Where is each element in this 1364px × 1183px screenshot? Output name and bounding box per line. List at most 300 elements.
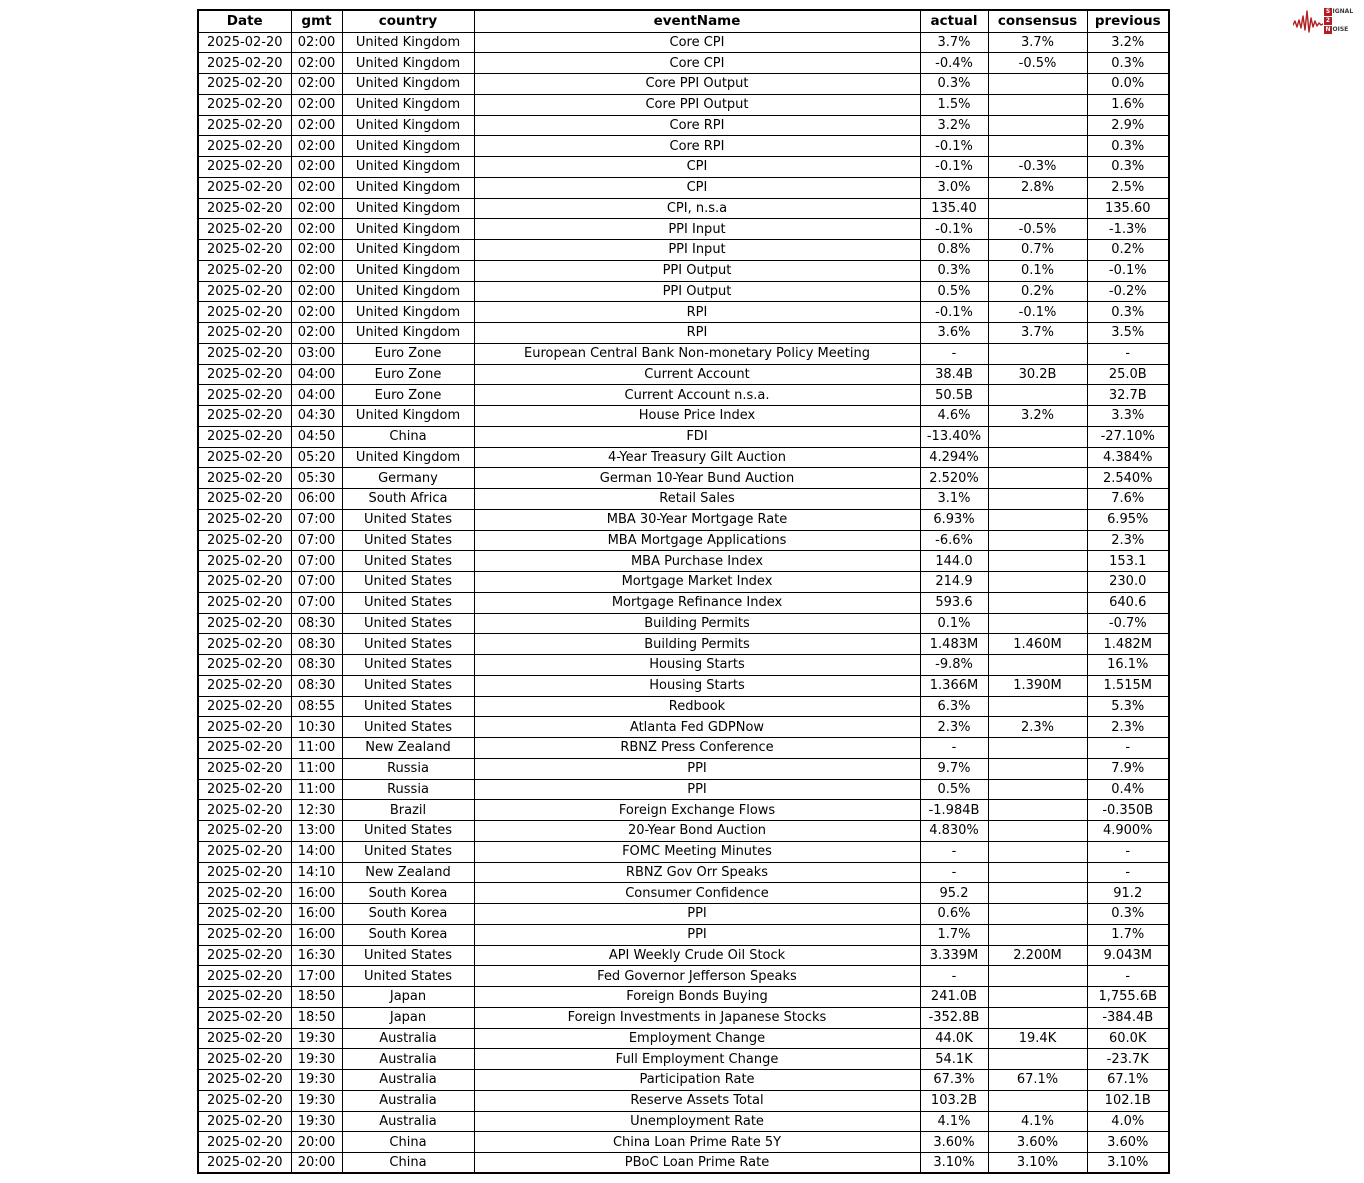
table-cell: Russia bbox=[342, 779, 474, 800]
table-cell: -0.5% bbox=[988, 219, 1087, 240]
table-cell: - bbox=[1087, 841, 1169, 862]
table-cell: 2025-02-20 bbox=[198, 219, 291, 240]
table-cell: United Kingdom bbox=[342, 240, 474, 261]
table-cell: 3.1% bbox=[920, 489, 988, 510]
table-cell: 2.9% bbox=[1087, 115, 1169, 136]
table-cell: 02:00 bbox=[291, 74, 342, 95]
table-cell bbox=[988, 904, 1087, 925]
table-cell bbox=[988, 613, 1087, 634]
table-cell: 18:50 bbox=[291, 987, 342, 1008]
table-cell: 9.043M bbox=[1087, 945, 1169, 966]
table-cell: 2025-02-20 bbox=[198, 385, 291, 406]
table-cell: 32.7B bbox=[1087, 385, 1169, 406]
table-cell: MBA 30-Year Mortgage Rate bbox=[474, 509, 920, 530]
table-cell: United Kingdom bbox=[342, 219, 474, 240]
economic-calendar-table bbox=[197, 9, 1170, 1174]
table-cell: 19:30 bbox=[291, 1049, 342, 1070]
table-cell: 0.0% bbox=[1087, 74, 1169, 95]
table-cell: RPI bbox=[474, 302, 920, 323]
table-cell: Brazil bbox=[342, 800, 474, 821]
table-cell: 2025-02-20 bbox=[198, 509, 291, 530]
table-cell: United States bbox=[342, 592, 474, 613]
table-cell: United Kingdom bbox=[342, 260, 474, 281]
table-cell: Core RPI bbox=[474, 136, 920, 157]
table-cell: New Zealand bbox=[342, 862, 474, 883]
table-cell bbox=[988, 592, 1087, 613]
table-cell: 2025-02-20 bbox=[198, 551, 291, 572]
table-cell: China bbox=[342, 1132, 474, 1153]
table-cell: 0.3% bbox=[1087, 53, 1169, 74]
table-cell: MBA Mortgage Applications bbox=[474, 530, 920, 551]
table-cell: 593.6 bbox=[920, 592, 988, 613]
table-row bbox=[198, 157, 1169, 178]
table-cell: 02:00 bbox=[291, 198, 342, 219]
logo-word-oise: OISE bbox=[1332, 26, 1349, 33]
table-cell bbox=[988, 94, 1087, 115]
table-cell: 4.6% bbox=[920, 406, 988, 427]
table-cell: - bbox=[1087, 343, 1169, 364]
table-cell: 4-Year Treasury Gilt Auction bbox=[474, 447, 920, 468]
table-cell: 2025-02-20 bbox=[198, 1007, 291, 1028]
table-cell: 08:55 bbox=[291, 696, 342, 717]
table-cell: Full Employment Change bbox=[474, 1049, 920, 1070]
table-cell bbox=[988, 966, 1087, 987]
logo-letter-n: N bbox=[1325, 26, 1331, 33]
table-cell: Building Permits bbox=[474, 613, 920, 634]
table-cell: 2.3% bbox=[1087, 530, 1169, 551]
table-cell: 2.520% bbox=[920, 468, 988, 489]
table-cell: Australia bbox=[342, 1111, 474, 1132]
table-cell: 2025-02-20 bbox=[198, 74, 291, 95]
table-cell: 2025-02-20 bbox=[198, 32, 291, 53]
table-cell: 02:00 bbox=[291, 281, 342, 302]
table-cell: 2025-02-20 bbox=[198, 177, 291, 198]
table-cell: Japan bbox=[342, 1007, 474, 1028]
table-cell: United Kingdom bbox=[342, 302, 474, 323]
table-cell: -13.40% bbox=[920, 426, 988, 447]
table-cell: 50.5B bbox=[920, 385, 988, 406]
table-cell: United States bbox=[342, 634, 474, 655]
table-row bbox=[198, 53, 1169, 74]
table-row bbox=[198, 1028, 1169, 1049]
table-cell: -0.1% bbox=[920, 219, 988, 240]
table-cell: United States bbox=[342, 655, 474, 676]
table-cell: 3.5% bbox=[1087, 323, 1169, 344]
table-cell: 08:30 bbox=[291, 634, 342, 655]
table-cell: 02:00 bbox=[291, 323, 342, 344]
table-cell: United States bbox=[342, 696, 474, 717]
table-cell bbox=[988, 1007, 1087, 1028]
table-row bbox=[198, 94, 1169, 115]
table-cell bbox=[988, 655, 1087, 676]
table-cell: 3.7% bbox=[988, 32, 1087, 53]
table-cell: United States bbox=[342, 551, 474, 572]
table-cell: 2025-02-20 bbox=[198, 240, 291, 261]
table-row bbox=[198, 281, 1169, 302]
table-cell: Euro Zone bbox=[342, 364, 474, 385]
table-cell: 02:00 bbox=[291, 219, 342, 240]
table-cell: Fed Governor Jefferson Speaks bbox=[474, 966, 920, 987]
table-row bbox=[198, 364, 1169, 385]
table-cell: 07:00 bbox=[291, 509, 342, 530]
table-row bbox=[198, 343, 1169, 364]
table-row bbox=[198, 613, 1169, 634]
signal2noise-logo bbox=[1293, 5, 1355, 37]
table-cell: South Africa bbox=[342, 489, 474, 510]
table-cell: 2025-02-20 bbox=[198, 738, 291, 759]
logo-text bbox=[1324, 8, 1353, 34]
table-cell bbox=[988, 447, 1087, 468]
table-cell: 2025-02-20 bbox=[198, 489, 291, 510]
table-cell: United Kingdom bbox=[342, 74, 474, 95]
table-row bbox=[198, 468, 1169, 489]
table-cell: 2025-02-20 bbox=[198, 1153, 291, 1174]
table-cell: 2.3% bbox=[1087, 717, 1169, 738]
table-cell: Core PPI Output bbox=[474, 94, 920, 115]
table-cell bbox=[988, 779, 1087, 800]
table-row bbox=[198, 489, 1169, 510]
table-cell: 18:50 bbox=[291, 1007, 342, 1028]
table-cell: 02:00 bbox=[291, 136, 342, 157]
table-cell: Australia bbox=[342, 1090, 474, 1111]
table-row bbox=[198, 1153, 1169, 1174]
table-row bbox=[198, 634, 1169, 655]
table-cell: - bbox=[920, 841, 988, 862]
table-cell: 2025-02-20 bbox=[198, 572, 291, 593]
table-cell: -23.7K bbox=[1087, 1049, 1169, 1070]
table-cell: PPI Input bbox=[474, 240, 920, 261]
table-cell bbox=[988, 924, 1087, 945]
table-body bbox=[198, 32, 1169, 1173]
table-cell: CPI, n.s.a bbox=[474, 198, 920, 219]
table-cell: Participation Rate bbox=[474, 1070, 920, 1091]
table-row bbox=[198, 924, 1169, 945]
table-cell: 0.2% bbox=[1087, 240, 1169, 261]
table-cell: -0.5% bbox=[988, 53, 1087, 74]
table-cell: 06:00 bbox=[291, 489, 342, 510]
logo-line-2 bbox=[1324, 17, 1353, 25]
table-cell: 2025-02-20 bbox=[198, 115, 291, 136]
table-cell: 3.6% bbox=[920, 323, 988, 344]
table-cell: -0.1% bbox=[1087, 260, 1169, 281]
table-cell: -1.3% bbox=[1087, 219, 1169, 240]
table-cell: 38.4B bbox=[920, 364, 988, 385]
table-row bbox=[198, 219, 1169, 240]
logo-word-ignal: IGNAL bbox=[1332, 8, 1354, 15]
table-cell: 04:00 bbox=[291, 385, 342, 406]
table-cell: 0.3% bbox=[1087, 157, 1169, 178]
table-cell bbox=[988, 821, 1087, 842]
table-row bbox=[198, 1111, 1169, 1132]
table-cell: 2025-02-20 bbox=[198, 1132, 291, 1153]
table-row bbox=[198, 696, 1169, 717]
table-row bbox=[198, 447, 1169, 468]
table-cell: China Loan Prime Rate 5Y bbox=[474, 1132, 920, 1153]
table-cell: 11:00 bbox=[291, 779, 342, 800]
table-row bbox=[198, 260, 1169, 281]
table-cell: Unemployment Rate bbox=[474, 1111, 920, 1132]
table-cell: United States bbox=[342, 821, 474, 842]
table-cell: 2025-02-20 bbox=[198, 800, 291, 821]
table-cell: 2025-02-20 bbox=[198, 634, 291, 655]
table-cell: 153.1 bbox=[1087, 551, 1169, 572]
table-cell: 2025-02-20 bbox=[198, 613, 291, 634]
table-cell bbox=[988, 1090, 1087, 1111]
table-cell: Euro Zone bbox=[342, 385, 474, 406]
table-cell bbox=[988, 800, 1087, 821]
table-cell: South Korea bbox=[342, 904, 474, 925]
table-cell: Core PPI Output bbox=[474, 74, 920, 95]
table-cell: 2025-02-20 bbox=[198, 987, 291, 1008]
table-cell: RBNZ Press Conference bbox=[474, 738, 920, 759]
table-cell bbox=[988, 738, 1087, 759]
table-cell: 07:00 bbox=[291, 530, 342, 551]
table-cell: 0.5% bbox=[920, 779, 988, 800]
table-row bbox=[198, 717, 1169, 738]
table-cell: 2025-02-20 bbox=[198, 696, 291, 717]
logo-number-2: 2 bbox=[1325, 17, 1331, 24]
table-cell: Housing Starts bbox=[474, 675, 920, 696]
table-cell: Consumer Confidence bbox=[474, 883, 920, 904]
table-cell: United Kingdom bbox=[342, 32, 474, 53]
table-cell: -0.3% bbox=[988, 157, 1087, 178]
table-cell: 91.2 bbox=[1087, 883, 1169, 904]
table-row bbox=[198, 572, 1169, 593]
table-cell: 3.2% bbox=[988, 406, 1087, 427]
table-cell: 2025-02-20 bbox=[198, 1028, 291, 1049]
table-cell: Australia bbox=[342, 1049, 474, 1070]
table-cell: United States bbox=[342, 613, 474, 634]
table-cell: PPI Output bbox=[474, 260, 920, 281]
table-cell: 30.2B bbox=[988, 364, 1087, 385]
table-cell: United States bbox=[342, 572, 474, 593]
table-cell: 2025-02-20 bbox=[198, 758, 291, 779]
table-cell: 2025-02-20 bbox=[198, 343, 291, 364]
table-cell: -0.2% bbox=[1087, 281, 1169, 302]
table-cell: 0.1% bbox=[988, 260, 1087, 281]
table-cell: 241.0B bbox=[920, 987, 988, 1008]
table-row bbox=[198, 385, 1169, 406]
column-header-consensus: consensus bbox=[988, 10, 1087, 32]
table-row bbox=[198, 738, 1169, 759]
table-row bbox=[198, 1007, 1169, 1028]
table-cell: United Kingdom bbox=[342, 198, 474, 219]
table-cell: 0.6% bbox=[920, 904, 988, 925]
table-cell: 13:00 bbox=[291, 821, 342, 842]
table-cell: Core RPI bbox=[474, 115, 920, 136]
table-cell: 4.1% bbox=[920, 1111, 988, 1132]
table-cell bbox=[988, 987, 1087, 1008]
table-cell: 16:00 bbox=[291, 904, 342, 925]
table-cell: 1.6% bbox=[1087, 94, 1169, 115]
table-row bbox=[198, 406, 1169, 427]
table-cell bbox=[988, 862, 1087, 883]
table-cell: German 10-Year Bund Auction bbox=[474, 468, 920, 489]
table-cell: Australia bbox=[342, 1028, 474, 1049]
table-cell bbox=[988, 530, 1087, 551]
table-cell: 2025-02-20 bbox=[198, 655, 291, 676]
table-row bbox=[198, 862, 1169, 883]
table-cell: 2025-02-20 bbox=[198, 447, 291, 468]
table-row bbox=[198, 800, 1169, 821]
table-row bbox=[198, 74, 1169, 95]
table-cell: - bbox=[920, 862, 988, 883]
table-cell: Core CPI bbox=[474, 32, 920, 53]
table-cell bbox=[988, 841, 1087, 862]
table-cell: 1.5% bbox=[920, 94, 988, 115]
table-cell: 44.0K bbox=[920, 1028, 988, 1049]
table-cell: United States bbox=[342, 675, 474, 696]
table-cell: -1.984B bbox=[920, 800, 988, 821]
table-cell: 4.294% bbox=[920, 447, 988, 468]
table-cell bbox=[988, 198, 1087, 219]
table-row bbox=[198, 530, 1169, 551]
table-cell: 2025-02-20 bbox=[198, 821, 291, 842]
table-cell: 2025-02-20 bbox=[198, 862, 291, 883]
table-cell: 2025-02-20 bbox=[198, 1090, 291, 1111]
table-cell: 19:30 bbox=[291, 1070, 342, 1091]
table-cell: 3.7% bbox=[920, 32, 988, 53]
table-cell: PBoC Loan Prime Rate bbox=[474, 1153, 920, 1174]
table-cell: United Kingdom bbox=[342, 447, 474, 468]
table-cell: -9.8% bbox=[920, 655, 988, 676]
column-header-actual: actual bbox=[920, 10, 988, 32]
table-cell: 11:00 bbox=[291, 758, 342, 779]
table-cell: 2.3% bbox=[988, 717, 1087, 738]
table-cell: European Central Bank Non-monetary Policy Meeting bbox=[474, 343, 920, 364]
table-cell: 1.460M bbox=[988, 634, 1087, 655]
table-cell: - bbox=[1087, 862, 1169, 883]
table-cell: 02:00 bbox=[291, 94, 342, 115]
table-row bbox=[198, 136, 1169, 157]
table-cell: United States bbox=[342, 945, 474, 966]
table-cell: Current Account n.s.a. bbox=[474, 385, 920, 406]
table-cell bbox=[988, 343, 1087, 364]
table-header bbox=[198, 10, 1169, 32]
table-cell: 16.1% bbox=[1087, 655, 1169, 676]
table-cell: - bbox=[920, 738, 988, 759]
table-cell: 214.9 bbox=[920, 572, 988, 593]
table-cell: 0.4% bbox=[1087, 779, 1169, 800]
table-row bbox=[198, 1090, 1169, 1111]
table-cell: 2025-02-20 bbox=[198, 675, 291, 696]
table-cell: 2025-02-20 bbox=[198, 281, 291, 302]
table-cell: 3.60% bbox=[988, 1132, 1087, 1153]
table-row bbox=[198, 509, 1169, 530]
table-cell: 2.5% bbox=[1087, 177, 1169, 198]
table-cell: 19:30 bbox=[291, 1028, 342, 1049]
table-cell: 0.1% bbox=[920, 613, 988, 634]
table-cell: 7.6% bbox=[1087, 489, 1169, 510]
table-cell: 19:30 bbox=[291, 1111, 342, 1132]
table-cell: 16:00 bbox=[291, 883, 342, 904]
table-cell: 07:00 bbox=[291, 551, 342, 572]
table-cell: United Kingdom bbox=[342, 136, 474, 157]
table-row bbox=[198, 675, 1169, 696]
table-cell: 1.7% bbox=[920, 924, 988, 945]
table-cell: 640.6 bbox=[1087, 592, 1169, 613]
table-cell: 3.10% bbox=[920, 1153, 988, 1174]
table-cell bbox=[988, 696, 1087, 717]
table-cell: 1.482M bbox=[1087, 634, 1169, 655]
table-cell: -0.1% bbox=[988, 302, 1087, 323]
table-cell: United Kingdom bbox=[342, 177, 474, 198]
table-cell: 1.366M bbox=[920, 675, 988, 696]
table-cell: 5.3% bbox=[1087, 696, 1169, 717]
table-cell: PPI bbox=[474, 924, 920, 945]
table-cell: MBA Purchase Index bbox=[474, 551, 920, 572]
table-cell: United States bbox=[342, 841, 474, 862]
table-cell: 3.2% bbox=[1087, 32, 1169, 53]
table-cell: New Zealand bbox=[342, 738, 474, 759]
table-cell: 04:50 bbox=[291, 426, 342, 447]
column-header-date: Date bbox=[198, 10, 291, 32]
table-cell: 2025-02-20 bbox=[198, 260, 291, 281]
table-cell: 67.1% bbox=[1087, 1070, 1169, 1091]
table-cell: 07:00 bbox=[291, 572, 342, 593]
table-cell: 7.9% bbox=[1087, 758, 1169, 779]
logo-line-noise bbox=[1324, 26, 1353, 34]
logo-line-signal bbox=[1324, 8, 1353, 16]
table-cell bbox=[988, 551, 1087, 572]
table-cell: Redbook bbox=[474, 696, 920, 717]
table-row bbox=[198, 1049, 1169, 1070]
table-cell: CPI bbox=[474, 177, 920, 198]
table-cell: United States bbox=[342, 717, 474, 738]
table-cell: 2025-02-20 bbox=[198, 1070, 291, 1091]
table-cell: 3.7% bbox=[988, 323, 1087, 344]
table-cell: FDI bbox=[474, 426, 920, 447]
table-cell: -6.6% bbox=[920, 530, 988, 551]
table-cell: 02:00 bbox=[291, 260, 342, 281]
table-cell: 2025-02-20 bbox=[198, 883, 291, 904]
table-cell: 02:00 bbox=[291, 302, 342, 323]
table-cell: Reserve Assets Total bbox=[474, 1090, 920, 1111]
table-cell: 19:30 bbox=[291, 1090, 342, 1111]
table-cell: 05:20 bbox=[291, 447, 342, 468]
table-cell: 03:00 bbox=[291, 343, 342, 364]
table-row bbox=[198, 1070, 1169, 1091]
table-cell: 04:30 bbox=[291, 406, 342, 427]
table-cell: 3.3% bbox=[1087, 406, 1169, 427]
table-cell: United States bbox=[342, 530, 474, 551]
table-cell: 2025-02-20 bbox=[198, 136, 291, 157]
table-cell bbox=[988, 883, 1087, 904]
table-cell: 19.4K bbox=[988, 1028, 1087, 1049]
table-cell: 67.3% bbox=[920, 1070, 988, 1091]
table-row bbox=[198, 987, 1169, 1008]
table-cell: RBNZ Gov Orr Speaks bbox=[474, 862, 920, 883]
column-header-country: country bbox=[342, 10, 474, 32]
table-cell: 20:00 bbox=[291, 1132, 342, 1153]
table-cell: 3.0% bbox=[920, 177, 988, 198]
table-cell: 2025-02-20 bbox=[198, 779, 291, 800]
table-cell: United Kingdom bbox=[342, 323, 474, 344]
table-cell: 102.1B bbox=[1087, 1090, 1169, 1111]
table-cell: 0.3% bbox=[1087, 302, 1169, 323]
table-cell: - bbox=[920, 966, 988, 987]
table-cell: 2025-02-20 bbox=[198, 945, 291, 966]
table-cell: House Price Index bbox=[474, 406, 920, 427]
table-cell: Current Account bbox=[474, 364, 920, 385]
table-cell: 20-Year Bond Auction bbox=[474, 821, 920, 842]
table-cell bbox=[988, 385, 1087, 406]
table-cell: 2.8% bbox=[988, 177, 1087, 198]
table-cell: China bbox=[342, 1153, 474, 1174]
table-row bbox=[198, 115, 1169, 136]
table-cell bbox=[988, 426, 1087, 447]
table-cell: 1,755.6B bbox=[1087, 987, 1169, 1008]
